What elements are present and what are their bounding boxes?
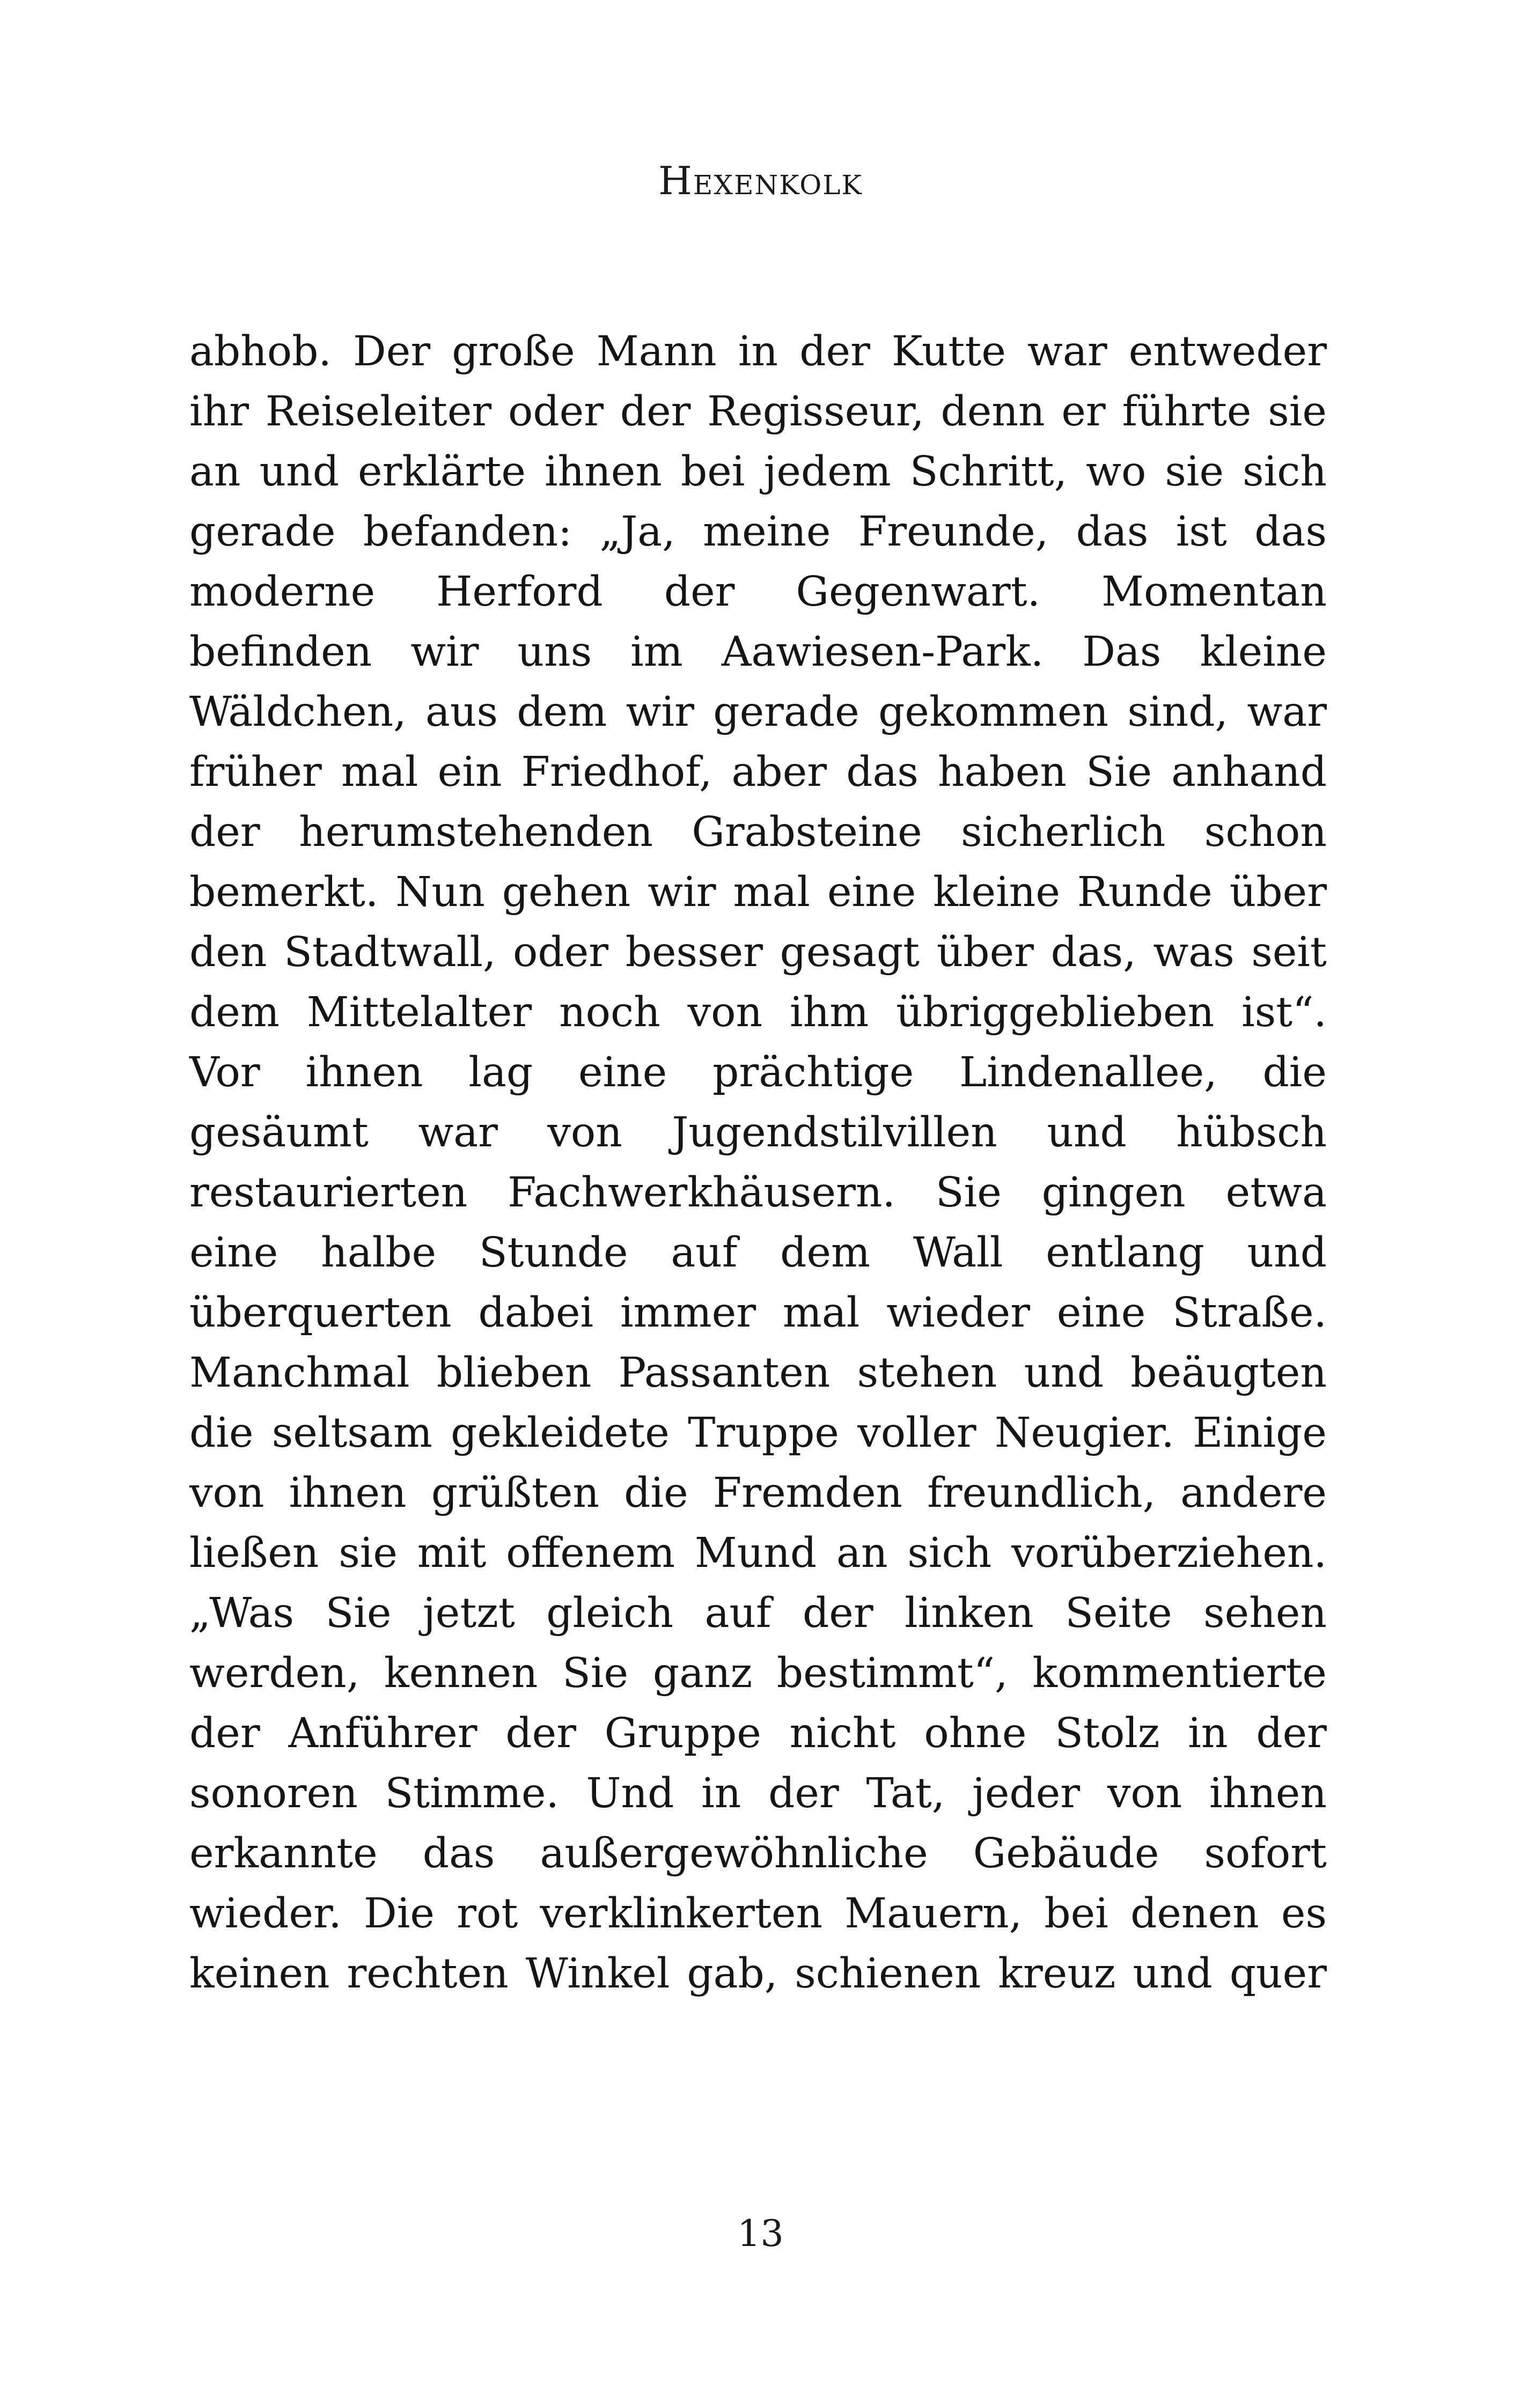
running-head-title: Hexenkolk xyxy=(658,158,863,203)
text-line: wieder. Die rot verklinkerten Mauern, bei denen es xyxy=(189,1890,1327,1938)
text-line: früher mal ein Friedhof, aber das haben Sie anhand xyxy=(189,748,1327,796)
text-line: „Was Sie jetzt gleich auf der linken Seite sehen xyxy=(189,1589,1327,1637)
text-line: bemerkt. Nun gehen wir mal eine kleine Runde über xyxy=(189,868,1327,916)
text-line: erkannte das außergewöhnliche Gebäude sofort xyxy=(189,1830,1327,1877)
text-line: an und erklärte ihnen bei jedem Schritt, wo sie sich xyxy=(189,448,1327,496)
text-line: gerade befanden: „Ja, meine Freunde, das ist das xyxy=(189,508,1327,556)
text-line: dem Mittelalter noch von ihm übriggeblieben ist“. xyxy=(189,989,1327,1036)
text-line: von ihnen grüßten die Fremden freundlich, andere xyxy=(189,1469,1327,1517)
page-number: 13 xyxy=(737,2213,784,2255)
text-line: der herumstehenden Grabsteine sicherlich schon xyxy=(189,808,1327,856)
text-line: gesäumt war von Jugendstilvillen und hübsch xyxy=(189,1109,1327,1157)
text-line: ließen sie mit offenem Mund an sich vorüberziehen. xyxy=(189,1529,1327,1577)
text-line: sonoren Stimme. Und in der Tat, jeder von ihnen xyxy=(189,1770,1327,1817)
text-line: befinden wir uns im Aawiesen-Park. Das kleine xyxy=(189,628,1327,676)
text-line: Wäldchen, aus dem wir gerade gekommen sind, war xyxy=(189,688,1327,736)
text-line: keinen rechten Winkel gab, schienen kreuz und quer xyxy=(189,1950,1327,1998)
text-line: überquerten dabei immer mal wieder eine Straße. xyxy=(189,1289,1327,1337)
text-line: Manchmal blieben Passanten stehen und beäugten xyxy=(189,1349,1327,1397)
text-line: den Stadtwall, oder besser gesagt über das, was seit xyxy=(189,929,1327,976)
text-line: die seltsam gekleidete Truppe voller Neugier. Einige xyxy=(189,1409,1327,1457)
text-line: eine halbe Stunde auf dem Wall entlang und xyxy=(189,1229,1327,1277)
text-line: ihr Reiseleiter oder der Regisseur, denn er führte sie xyxy=(189,388,1327,436)
body-text xyxy=(189,322,1327,2004)
text-line: der Anführer der Gruppe nicht ohne Stolz in der xyxy=(189,1710,1327,1757)
text-line: restaurierten Fachwerkhäusern. Sie gingen etwa xyxy=(189,1169,1327,1217)
text-line: werden, kennen Sie ganz bestimmt“, kommentierte xyxy=(189,1649,1327,1697)
text-line: moderne Herford der Gegenwart. Momentan xyxy=(189,568,1327,616)
text-line: Vor ihnen lag eine prächtige Lindenallee, die xyxy=(189,1049,1327,1096)
text-line: abhob. Der große Mann in der Kutte war entweder xyxy=(189,328,1327,375)
